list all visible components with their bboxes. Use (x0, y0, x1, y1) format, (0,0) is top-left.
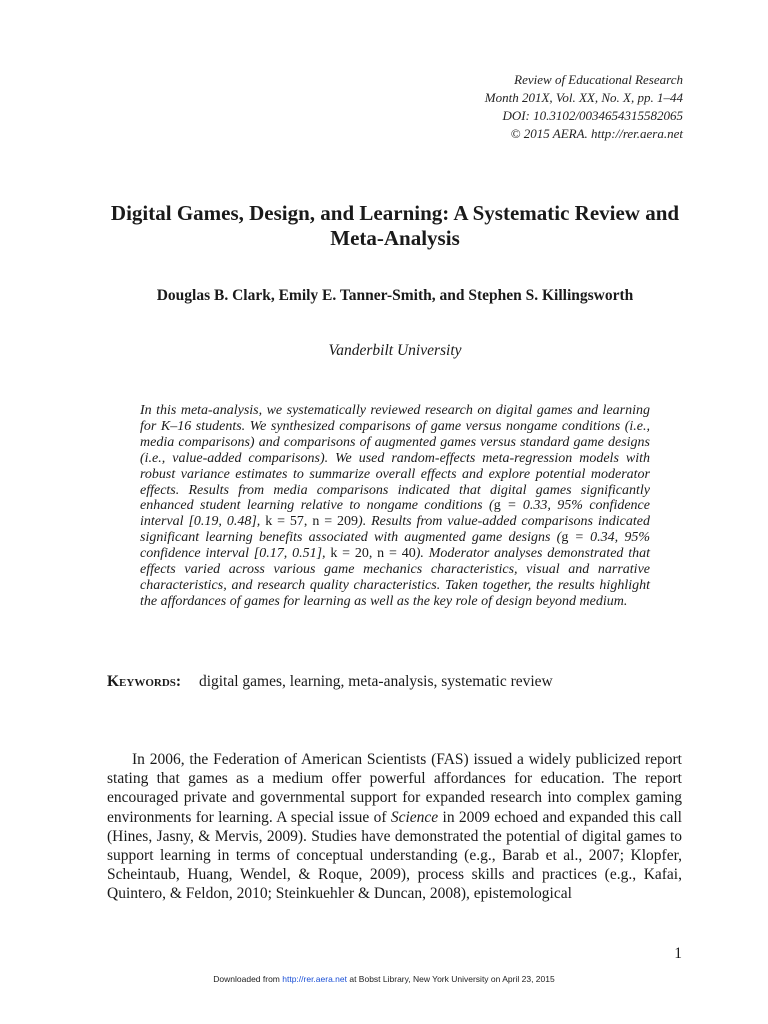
authors: Douglas B. Clark, Emily E. Tanner-Smith, and Stephen S. Killingsworth (156, 287, 634, 304)
journal-header (485, 71, 683, 143)
download-suffix: at Bobst Library, New York University on April 23, 2015 (346, 974, 555, 984)
sample-counts: k = 20, n = 40 (325, 546, 416, 562)
keywords (107, 673, 553, 691)
effect-size-symbol: g (493, 498, 501, 514)
abstract-text-5: ). Moderator analyses demonstrated that effects varied across various game mechanics characteristics, visual and narrative characteristics, and research quality characteristics. Taken together, the results highlight the affordances of games for learning as well as the key role of design beyond medium. (140, 546, 651, 609)
journal-doi: DOI: 10.3102/0034654315582065 (502, 108, 683, 123)
abstract-text-1: In this meta-analysis, we systematically reviewed research on digital games and learning for K–16 students. We synthesized comparisons of game versus nongame conditions (i.e., media comparisons) and comparisons of augmented games versus standard game designs (i.e., value-added comparisons). We used random-effects meta-regression models with robust variance estimates to summarize overall effects and explore potential moderator effects. Results from media comparisons indicated that digital games significantly enhanced student learning relative to nongame conditions ( (140, 403, 650, 514)
abstract-text-2: = 0.33, 95% confidence interval [0.19, 0.48], (140, 498, 650, 530)
sample-counts: k = 57, n = 209 (260, 514, 359, 530)
download-prefix: Downloaded from (213, 974, 283, 984)
abstract (140, 403, 650, 610)
download-link[interactable]: http://rer.aera.net (282, 974, 347, 984)
download-note (0, 974, 768, 984)
article-title: Digital Games, Design, and Learning: A Systematic Review and Meta-Analysis (110, 201, 680, 250)
keywords-label: Keywords: (107, 673, 182, 690)
body-text (107, 750, 682, 904)
intro-text-2: in 2009 echoed and expanded this call (Hines, Jasny, & Mervis, 2009). Studies have demonstrated the potential of digital games to support learning in terms of conceptual understanding (e.g., Barab et al., 2007; Klopfer, Scheintaub, Huang, Wendel, & Roque, 2009), process skills and practices (e.g., Kafai, Quintero, & Feldon, 2010; Steinkuehler & Duncan, 2008), epistemological (107, 808, 682, 903)
journal-copyright: © 2015 AERA. http://rer.aera.net (510, 126, 683, 141)
abstract-text-3: ). Results from value-added comparisons indicated significant learning benefits associated with augmented game designs ( (140, 514, 650, 546)
journal-issue: Month 201X, Vol. XX, No. X, pp. 1–44 (484, 90, 683, 105)
journal-name: Review of Educational Research (514, 72, 683, 87)
keywords-text: digital games, learning, meta-analysis, systematic review (198, 673, 553, 690)
intro-text-1: In 2006, the Federation of American Scientists (FAS) issued a widely publicized report stating that games as a medium offer powerful affordances for education. The report encouraged private and governmental support for expanded research into complex gaming environments for learning. A special issue of (107, 751, 682, 826)
affiliation: Vanderbilt University (328, 342, 462, 359)
effect-size-symbol: g (561, 530, 569, 546)
abstract-text-4: = 0.34, 95% confidence interval [0.17, 0.51], (140, 530, 651, 562)
intro-paragraph (107, 750, 682, 904)
journal-reference: Science (390, 808, 439, 826)
page-number: 1 (674, 945, 682, 962)
